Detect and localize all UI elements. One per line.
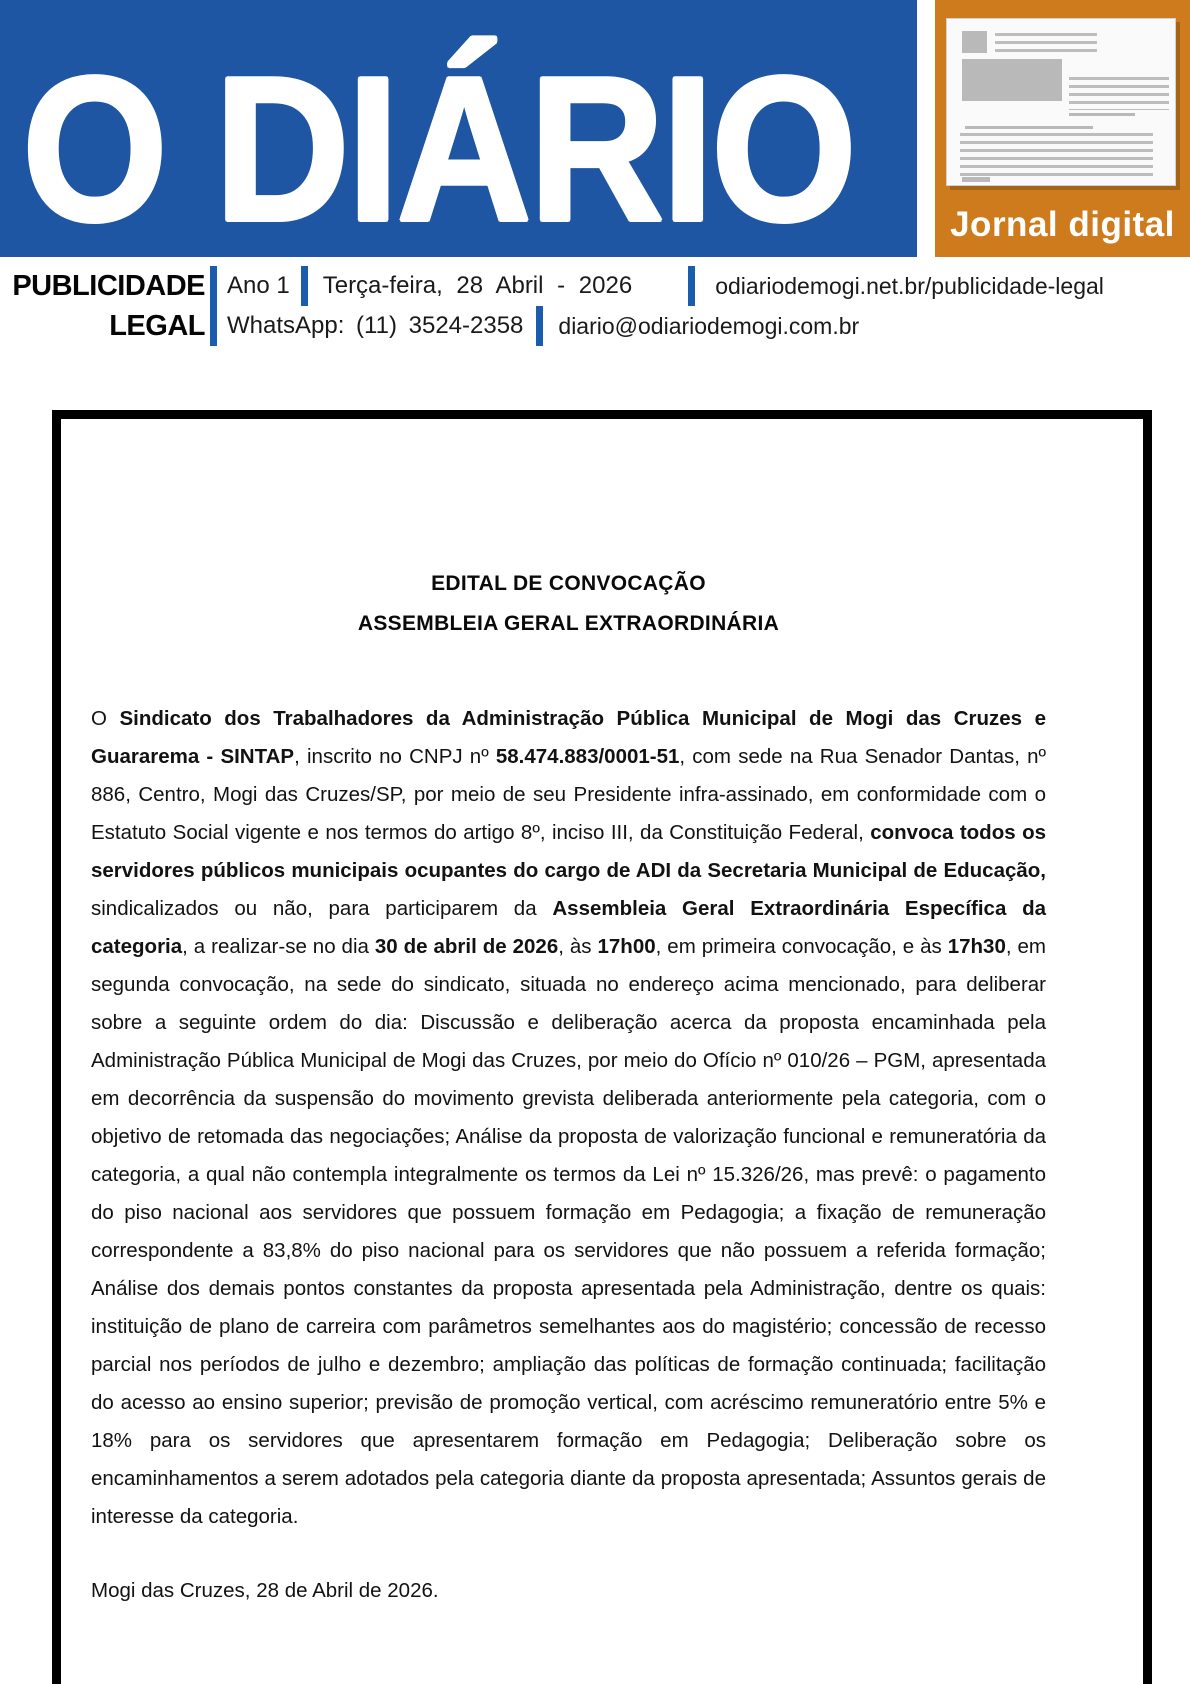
newspaper-icon-lines: [1069, 77, 1169, 110]
closing-date: Mogi das Cruzes, 28 de Abril de 2026.: [91, 1579, 439, 1602]
section-label-line2: LEGAL: [109, 309, 205, 342]
notice-subtitle: ASSEMBLEIA GERAL EXTRAORDINÁRIA: [357, 612, 780, 635]
newspaper-icon-lines: [995, 33, 1097, 52]
newspaper-icon-line: [965, 126, 1093, 129]
newspaper-icon-lines: [960, 133, 1153, 179]
newspaper-icon: [946, 18, 1176, 186]
newspaper-icon-photo-block: [962, 59, 1062, 101]
whatsapp-label: WhatsApp: (11) 3524-2358: [227, 312, 524, 339]
notice-box: [52, 410, 1152, 1684]
divider-bar: [536, 306, 543, 346]
divider-bar: [210, 306, 217, 346]
website-text: odiariodemogi.net.br/publicidade-legal: [715, 272, 1104, 299]
section-label-line1: PUBLICIDADE: [12, 269, 205, 302]
date-label: Terça-feira, 28 Abril - 2026: [322, 272, 633, 299]
newspaper-icon-footer-block: [962, 177, 990, 182]
newspaper-icon-line: [1069, 113, 1135, 116]
notice-body: O Sindicato dos Trabalhadores da Administração Pública Municipal de Mogi das Cruzes e Guararema - SINTAP, inscrito no CNPJ nº 58.474.883/0001-51, com sede na Rua Senador Dantas, nº 886, Centro, Mogi das Cruzes/SP, por meio de seu Presidente infra-assinado, em conformidade com o Estatuto Social vigente e nos termos do artigo 8º, inciso III, da Constituição Federal, convoca todos os servidores públicos municipais ocupantes do cargo de ADI da Secretaria Municipal de Educação, sindicalizados ou não, para participarem da Assembleia Geral Extraordinária Específica da categoria, a realizar-se no dia 30 de abril de 2026, às 17h00, em primeira convocação, e às 17h30, em segunda convocação, na sede do sindicato, situada no endereço acima mencionado, para deliberar sobre a seguinte ordem do dia: Discussão e deliberação acerca da proposta encaminhada pela Administração Pública Municipal de Mogi das Cruzes, por meio do Ofício nº 010/26 – PGM, apresentada em decorrência da suspensão do movimento grevista deliberada anteriormente pela categoria, com o objetivo de retomada das negociações; Análise da proposta de valorização funcional e remuneratória da categoria, a qual não contempla integralmente os termos da Lei nº 15.326/26, mas prevê: o pagamento do piso nacional aos servidores que possuem formação em Pedagogia; a fixação de remuneração correspondente a 83,8% do piso nacional para os servidores que não possuem a referida formação; Análise dos demais pontos constantes da proposta apresentada pela Administração, dentre os quais: instituição de plano de carreira com parâmetros semelhantes aos do magistério; concessão de recesso parcial nos períodos de julho e dezembro; ampliação das políticas de formação continuada; facilitação do acesso ao ensino superior; previsão de promoção vertical, com acréscimo remuneratório entre 5% e 18% para os servidores que apresentarem formação em Pedagogia; Deliberação sobre os encaminhamentos a serem adotados pela categoria diante da proposta apresentada; Assuntos gerais de interesse da categoria.: [91, 707, 1047, 1528]
newspaper-icon-thumb-square: [962, 31, 987, 53]
badge-label: Jornal digital: [950, 205, 1175, 244]
edition-label: Ano 1: [227, 272, 290, 299]
divider-bar: [210, 266, 217, 306]
masthead-logo: O DIÁRIO: [22, 34, 855, 264]
jornal-digital-badge: [935, 0, 1190, 257]
divider-bar: [301, 266, 308, 306]
notice-title: EDITAL DE CONVOCAÇÃO: [431, 572, 706, 595]
email-text: diario@odiariodemogi.com.br: [558, 312, 860, 339]
masthead-logo-band: [0, 0, 917, 264]
divider-bar: [688, 266, 695, 306]
info-bar-row-2: [8, 306, 859, 346]
info-bar-row-1: [8, 266, 1104, 306]
